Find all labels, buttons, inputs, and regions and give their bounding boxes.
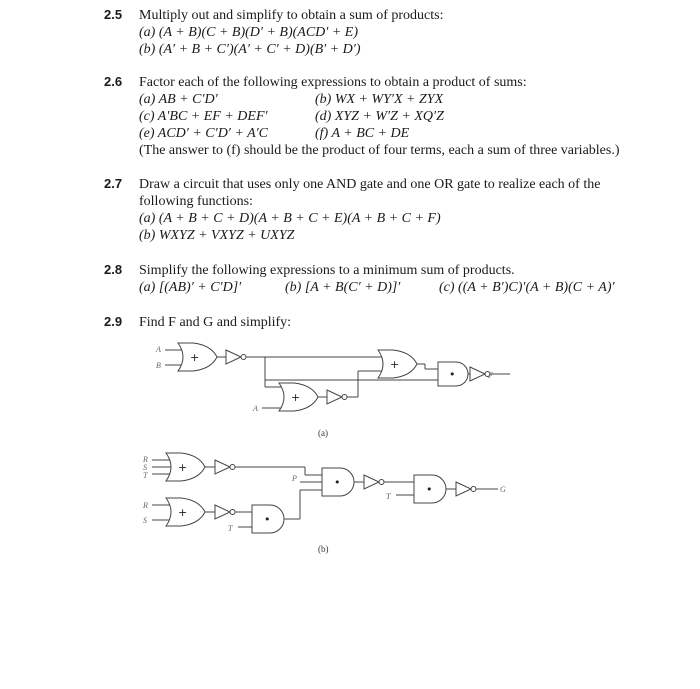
problem-statement: Simplify the following expressions to a minimum sum of products.: [139, 263, 515, 278]
part-a: (a) (A + B + C + D)(A + B + C + E)(A + B + C + F): [139, 211, 441, 226]
and-symbol: •: [334, 476, 341, 489]
and-symbol: •: [449, 368, 456, 381]
inverter-bubble: [230, 510, 235, 515]
inverter-bubble: [471, 487, 476, 492]
part-a: (a) AB + C′D′: [139, 92, 218, 107]
inverter-bubble: [241, 355, 246, 360]
and-symbol: •: [264, 513, 271, 526]
problem-number: 2.7: [104, 176, 123, 191]
circuit-a: [165, 343, 510, 411]
input-label-a2: A: [253, 404, 258, 413]
problem-note: (The answer to (f) should be the product of four terms, each a sum of three variables.): [139, 143, 620, 158]
inverter: [364, 475, 379, 489]
part-b: (b) WX + WY′X + ZYX: [315, 92, 444, 107]
problem-statement: Find F and G and simplify:: [139, 315, 292, 330]
and-symbol: •: [426, 483, 433, 496]
inverter-bubble: [230, 465, 235, 470]
inverter: [215, 460, 230, 474]
part-e: (e) ACD′ + C′D′ + A′C: [139, 126, 269, 141]
problem-statement: Factor each of the following expressions to obtain a product of sums:: [139, 75, 527, 90]
problem-statement-cont: following functions:: [139, 194, 253, 209]
inverter: [215, 505, 230, 519]
problem-number: 2.9: [104, 314, 123, 329]
part-d: (d) XYZ + W′Z + XQ′Z: [315, 109, 444, 124]
problem-number: 2.6: [104, 74, 123, 89]
part-b: (b) [A + B(C′ + D)]′: [285, 280, 401, 295]
circuit-b: [152, 453, 498, 533]
input-label-t2: T: [228, 524, 233, 533]
problem-number: 2.5: [104, 7, 123, 22]
input-label-t3: T: [386, 492, 391, 501]
inverter: [226, 350, 241, 364]
problem-statement: Multiply out and simplify to obtain a sum of products:: [139, 8, 444, 23]
part-c: (c) A′BC + EF + DEF′: [139, 109, 268, 124]
input-label-r: R: [143, 455, 148, 464]
input-label-s2: S: [143, 516, 147, 525]
problem-number: 2.8: [104, 262, 123, 277]
inverter: [470, 367, 485, 381]
caption-a: (a): [318, 428, 328, 438]
inverter: [327, 390, 342, 404]
inverter-bubble: [342, 395, 347, 400]
or-symbol: +: [190, 351, 200, 364]
part-a: (a) (A + B)(C + B)(D′ + B)(ACD′ + E): [139, 25, 358, 40]
input-label-a: A: [156, 345, 161, 354]
part-a: (a) [(AB)′ + C′D]′: [139, 280, 242, 295]
part-f: (f) A + BC + DE: [315, 126, 410, 141]
part-c: (c) ((A + B′)C)′(A + B)(C + A)′: [439, 280, 615, 295]
input-label-t: T: [143, 471, 148, 480]
part-b: (b) (A′ + B + C′)(A′ + C′ + D)(B′ + D′): [139, 42, 361, 57]
input-label-p: P: [292, 474, 297, 483]
caption-b: (b): [318, 544, 329, 554]
or-symbol: +: [390, 358, 400, 371]
inverter: [456, 482, 471, 496]
or-symbol: +: [291, 391, 301, 404]
input-label-s: S: [143, 463, 147, 472]
input-label-r2: R: [143, 501, 148, 510]
output-label-g: G: [500, 485, 506, 494]
input-label-b: B: [156, 361, 161, 370]
inverter-bubble: [379, 480, 384, 485]
or-symbol: +: [178, 461, 188, 474]
or-symbol: +: [178, 506, 188, 519]
output-label-f: F: [488, 371, 493, 380]
problem-statement: Draw a circuit that uses only one AND gate and one OR gate to realize each of the: [139, 177, 601, 192]
part-b: (b) WXYZ + VXYZ + UXYZ: [139, 228, 295, 243]
